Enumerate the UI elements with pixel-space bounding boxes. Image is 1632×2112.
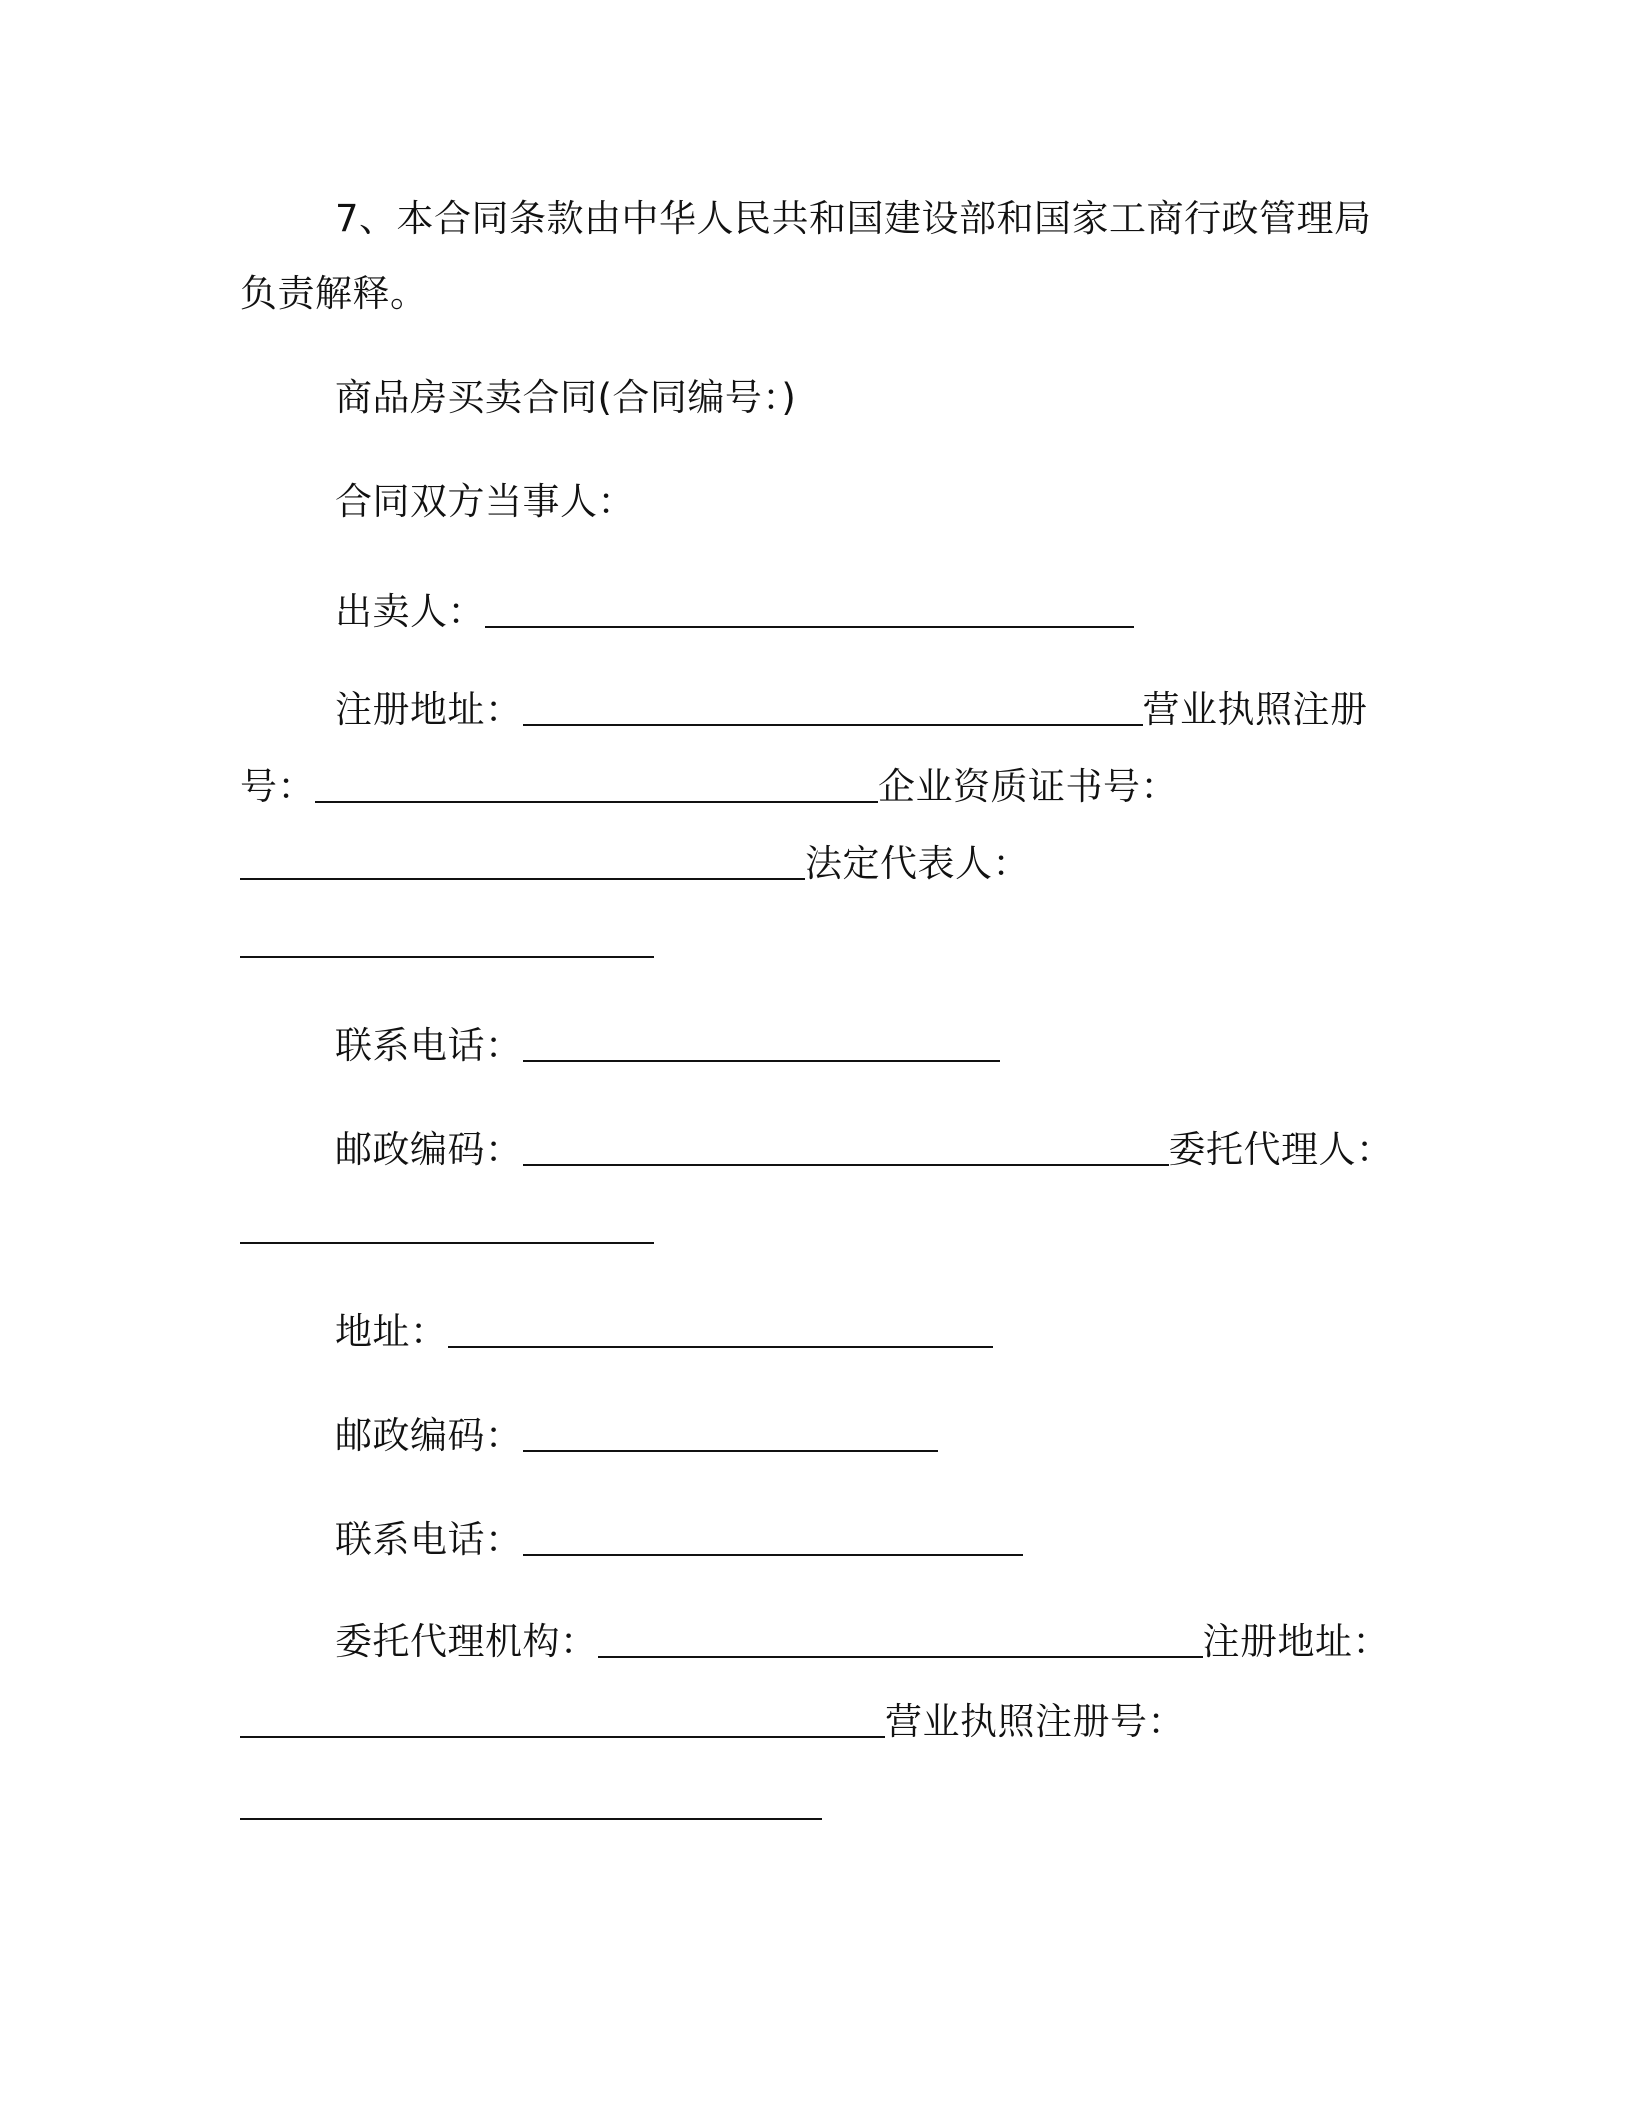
seller-label: 出卖人： [335,590,485,633]
business-license-label-part1: 营业执照注册 [1142,688,1368,731]
legal-representative-line [240,918,654,966]
clause-7-text: 7、本合同条款由中华人民共和国建设部和国家工商行政管理局 [335,197,1372,240]
contract-title [335,374,796,422]
registered-address-field[interactable] [523,690,1143,726]
clause-7-continuation: 负责解释。 [240,272,428,315]
agent-address-line [335,1308,993,1356]
seller-address-line [335,686,1368,734]
agency-field[interactable] [598,1622,1203,1658]
clause-7-line-1 [335,195,1372,243]
agency-license-label: 营业执照注册号： [885,1700,1185,1743]
agent-field-line [240,1204,654,1252]
seller-field[interactable] [485,592,1134,628]
business-license-label-part2: 号： [240,765,315,808]
agent-phone-field[interactable] [523,1520,1023,1556]
agency-label: 委托代理机构： [335,1620,598,1663]
contract-title-text: 商品房买卖合同(合同编号：) [335,376,797,419]
agent-address-label: 地址： [335,1310,448,1353]
agent-postal-code-label: 邮政编码： [335,1414,523,1457]
agency-license-line [240,1780,822,1828]
seller-phone-field[interactable] [523,1026,1000,1062]
seller-postal-code-label: 邮政编码： [335,1128,523,1171]
agent-field[interactable] [240,1208,654,1244]
clause-7-line-2 [240,270,428,318]
agent-phone-label: 联系电话： [335,1518,523,1561]
qualification-cert-field[interactable] [240,844,805,880]
agent-postal-code-field[interactable] [523,1416,938,1452]
license-qualification-line [240,763,1178,811]
agent-label: 委托代理人： [1168,1128,1394,1171]
seller-line [335,588,1134,636]
legal-representative-field[interactable] [240,922,654,958]
agency-address-label: 注册地址： [1202,1620,1390,1663]
seller-phone-line [335,1022,1000,1070]
business-license-field[interactable] [315,767,878,803]
seller-phone-label: 联系电话： [335,1024,523,1067]
qualification-cert-label: 企业资质证书号： [878,765,1178,808]
seller-postal-code-field[interactable] [523,1130,1169,1166]
agency-address-field[interactable] [240,1702,885,1738]
seller-postal-agent-line [335,1126,1394,1174]
registered-address-label: 注册地址： [335,688,523,731]
agency-license-field[interactable] [240,1784,822,1820]
agent-phone-line [335,1516,1023,1564]
legal-representative-label: 法定代表人： [805,842,1030,885]
parties-heading [335,478,635,526]
parties-heading-text: 合同双方当事人： [335,480,635,523]
agency-line [335,1618,1390,1666]
agent-postal-line [335,1412,938,1460]
agent-address-field[interactable] [448,1312,993,1348]
agency-address-license-line [240,1698,1185,1746]
qualification-representative-line [240,840,1030,888]
